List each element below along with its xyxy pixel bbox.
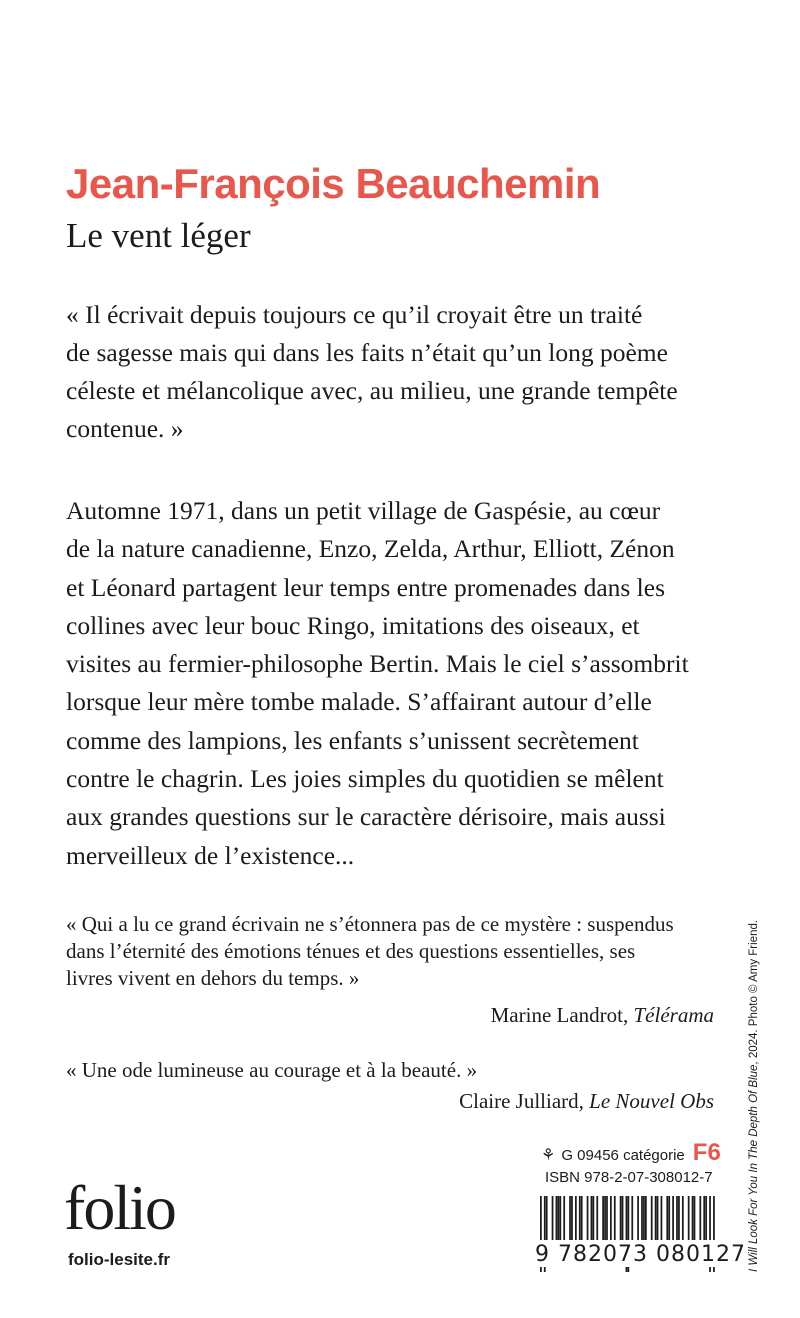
synopsis-line: comme des lampions, les enfants s’unissent secrètement [66, 725, 639, 755]
barcode-bar [556, 1196, 558, 1242]
epigraph-line: céleste et mélancolique avec, au milieu, une grande tempête [66, 376, 678, 405]
barcode-number: 9 782073 080127 [535, 1242, 746, 1267]
epigraph [66, 296, 746, 448]
cover-credit [748, 920, 760, 1272]
product-code: G 09456 [561, 1147, 619, 1164]
barcode-bar [596, 1196, 598, 1242]
barcode-bar [666, 1196, 668, 1242]
barcode-bar [699, 1196, 701, 1242]
publication-name: Le Nouvel Obs [589, 1089, 714, 1113]
synopsis-line: merveilleux de l’existence... [66, 840, 355, 870]
book-title: Le vent léger [66, 216, 251, 255]
synopsis-line: aux grandes questions sur le caractère dérisoire, mais aussi [66, 802, 666, 832]
barcode-bar [575, 1196, 577, 1242]
credit-artwork-title: I Will Look For You In The Depth Of Blue [748, 1064, 760, 1272]
synopsis-line: lorsque leur mère tombe malade. S’affairant autour d’elle [66, 687, 652, 717]
synopsis-line: et Léonard partagent leur temps entre promenades dans les [66, 572, 666, 602]
barcode-bar [694, 1196, 696, 1242]
barcode-bar [614, 1196, 616, 1242]
barcode-bar [688, 1196, 690, 1242]
category-code: F6 [692, 1139, 721, 1166]
barcode-bar [579, 1196, 581, 1242]
barcode-bar [655, 1196, 657, 1242]
barcode-bar [631, 1196, 633, 1242]
synopsis-line: visites au fermier-philosophe Bertin. Mais le ciel s’assombrit [66, 649, 689, 679]
publication-name: Télérama [633, 1003, 714, 1027]
barcode-bar [705, 1196, 707, 1242]
barcode-bar [552, 1196, 554, 1242]
barcode-bar [563, 1196, 565, 1242]
barcode-bar [593, 1196, 595, 1242]
barcode-bar [641, 1196, 643, 1242]
category-label: catégorie [623, 1147, 685, 1164]
barcode-bar [571, 1196, 573, 1242]
author-name: Jean-François Beauchemin [66, 160, 601, 207]
barcode-bar [692, 1196, 694, 1242]
barcode-bar [558, 1196, 560, 1242]
critic-name: Marine Landrot, [490, 1003, 629, 1027]
barcode-bar [602, 1196, 604, 1242]
barcode-bar [676, 1196, 678, 1242]
barcode-bar [606, 1196, 608, 1242]
product-code-line [541, 1139, 721, 1167]
barcode-bar [569, 1196, 571, 1242]
barcode-bar [637, 1196, 639, 1242]
review-line: dans l’éternité des émotions ténues et des questions essentielles, ses [66, 939, 636, 963]
folio-logo: folio [64, 1172, 175, 1243]
barcode-bar [645, 1196, 647, 1242]
synopsis-line: de la nature canadienne, Enzo, Zelda, Arthur, Elliott, Zénon [66, 534, 675, 564]
synopsis [66, 492, 756, 875]
barcode-bar [661, 1196, 663, 1242]
barcode-bar [622, 1196, 624, 1242]
barcode-bar [657, 1196, 659, 1242]
review-line: livres vivent en dehors du temps. » [66, 966, 360, 990]
barcode-bar [682, 1196, 684, 1242]
synopsis-line: contre le chagrin. Les joies simples du quotidien se mêlent [66, 764, 664, 794]
review-line: « Une ode lumineuse au courage et à la beauté. » [66, 1058, 478, 1082]
barcode-bar [587, 1196, 589, 1242]
barcode-bar [559, 1196, 561, 1242]
epigraph-line: de sagesse mais qui dans les faits n’était qu’un long poème [66, 338, 668, 367]
barcode-bar [703, 1196, 705, 1242]
review-attribution [491, 1003, 714, 1028]
credit-rest: , 2024. Photo © Amy Friend. [748, 919, 760, 1065]
barcode-bar [672, 1196, 674, 1242]
flower-icon: ⚘ [541, 1147, 556, 1164]
review-attribution [459, 1089, 714, 1114]
synopsis-line: Automne 1971, dans un petit village de Gaspésie, au cœur [66, 496, 661, 525]
isbn: ISBN 978-2-07-308012-7 [545, 1169, 713, 1186]
review-quote [66, 1057, 716, 1084]
barcode-bar [581, 1196, 583, 1242]
critic-name: Claire Julliard, [459, 1089, 584, 1113]
barcode-bar [668, 1196, 670, 1242]
barcode-bar [604, 1196, 606, 1242]
barcode-bar [678, 1196, 680, 1242]
barcode-bar [546, 1196, 548, 1242]
synopsis-line: collines avec leur bouc Ringo, imitations des oiseaux, et [66, 610, 640, 640]
review-line: « Qui a lu ce grand écrivain ne s’étonnera pas de ce mystère : suspendus [66, 912, 674, 936]
barcode-bar [610, 1196, 612, 1242]
barcode-bar [620, 1196, 622, 1242]
epigraph-line: contenue. » [66, 414, 184, 443]
barcode-bar [591, 1196, 593, 1242]
barcode-bar [643, 1196, 645, 1242]
barcode-bar [651, 1196, 653, 1242]
epigraph-line: « Il écrivait depuis toujours ce qu’il croyait être un traité [66, 300, 643, 329]
website-link[interactable]: folio-lesite.fr [68, 1250, 171, 1269]
review-quote [66, 911, 716, 992]
